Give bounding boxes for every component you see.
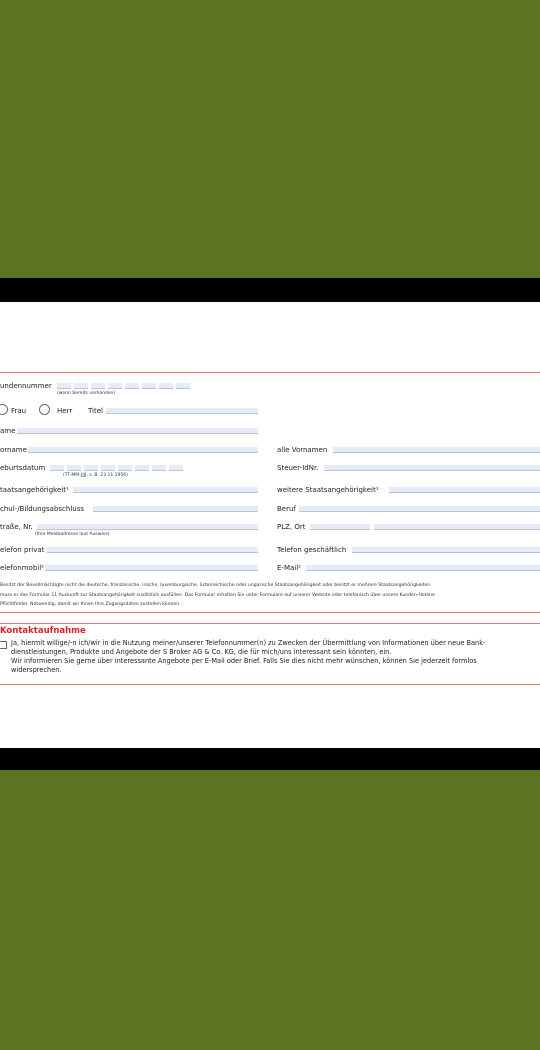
geburtsdatum-field-3[interactable]: [84, 465, 98, 471]
telefon-privat-label: elefon privat: [0, 546, 45, 554]
kundennummer-hint: (wenn bereits vorhanden): [57, 391, 116, 396]
geburtsdatum-field-8[interactable]: [169, 465, 183, 471]
geburtsdatum-label: eburtsdatum: [0, 464, 46, 472]
telefon-privat-field[interactable]: [47, 547, 258, 553]
divider-bottom: [0, 684, 540, 685]
beruf-label: Beruf: [277, 505, 296, 513]
strasse-label: traße, Nr.: [0, 523, 33, 531]
geburtsdatum-field-4[interactable]: [101, 465, 115, 471]
geburtsdatum-field-1[interactable]: [50, 465, 64, 471]
kundennummer-label: undennummer: [0, 382, 52, 390]
letterbox-bar-top: [0, 278, 540, 302]
radio-herr[interactable]: [39, 404, 50, 415]
schulabschluss-label: chul-/Bildungsabschluss: [0, 505, 84, 513]
plz-field[interactable]: [310, 524, 370, 530]
titel-label: Titel: [88, 407, 104, 415]
divider-top: [0, 372, 540, 373]
kontakt-text-line-1: Ja, hiermit willige/-n ich/wir in die Nutzung meiner/unserer Telefonnummer(n) zu Zwecken der Übermittlung von Informationen über neue Bank-: [11, 639, 486, 647]
letterbox-bar-bottom: [0, 748, 540, 770]
telefon-mobil-field[interactable]: [45, 565, 258, 571]
kontakt-text-line-3: Wir informieren Sie gerne über interessante Angebote per E-Mail oder Brief. Falls Sie dies nicht mehr wünschen, können Sie jederzeit formlos: [11, 657, 477, 665]
geburtsdatum-field-7[interactable]: [152, 465, 166, 471]
kundennummer-field-1[interactable]: [57, 383, 71, 389]
footnote-line-3: Pflichtfelder. Notwendig, damit wir Ihnen Ihre Zugangsdaten zustellen können.: [0, 602, 181, 607]
kontakt-text-line-4: widersprechen.: [11, 666, 62, 674]
radio-frau[interactable]: [0, 404, 8, 415]
kundennummer-field-6[interactable]: [142, 383, 156, 389]
geburtsdatum-field-2[interactable]: [67, 465, 81, 471]
footnote-line-2: muss er das Formular 11 Auskunft zur Staatsangehörigkeit zusätzlich ausfüllen. Das Formular erhalten Sie unter Formulare auf unserer Website oder telefonisch über unsere Kunden-Hotline: [0, 593, 435, 598]
strasse-hint: (Ihre Meldeadresse laut Ausweis): [35, 532, 110, 537]
kundennummer-field-2[interactable]: [74, 383, 88, 389]
steuer-id-label: Steuer-IdNr.: [277, 464, 319, 472]
kontakt-consent-checkbox[interactable]: [0, 641, 7, 649]
form-document: [0, 302, 540, 748]
telefon-geschaeftlich-label: Telefon geschäftlich: [277, 546, 347, 554]
alle-vornamen-field[interactable]: [333, 447, 540, 453]
name-label: ame: [0, 427, 16, 435]
kundennummer-field-8[interactable]: [176, 383, 190, 389]
name-field[interactable]: [17, 428, 258, 434]
kundennummer-field-5[interactable]: [125, 383, 139, 389]
background-top: [0, 0, 540, 278]
kontakt-text-line-2: dienstleistungen, Produkte und Angebote der S Broker AG & Co. KG, die für mich/uns interessant sein könnten, ein.: [11, 648, 392, 656]
vorname-label: orname: [0, 446, 27, 454]
schulabschluss-field[interactable]: [93, 506, 258, 512]
geburtsdatum-field-6[interactable]: [135, 465, 149, 471]
weitere-staatsangehoerigkeit-label: weitere Staatsangehörigkeit¹: [277, 486, 379, 494]
steuer-id-field[interactable]: [324, 465, 540, 471]
alle-vornamen-label: alle Vornamen: [277, 446, 328, 454]
divider-kontakt: [0, 623, 540, 624]
beruf-field[interactable]: [299, 506, 540, 512]
vorname-field[interactable]: [28, 447, 258, 453]
telefon-mobil-label: elefonmobil²: [0, 564, 44, 572]
kundennummer-field-3[interactable]: [91, 383, 105, 389]
geburtsdatum-hint: (TT-MM-JJJJ, z. B. 23 11 1956): [63, 473, 128, 478]
footnote-line-1: Besitzt der Bevollmächtigte nicht die deutsche, französische, irische, luxemburgische, österreichische oder ungarische Staatsangehörigkeit oder besitzt er mehrere Staatsangehörigkeiten: [0, 583, 431, 588]
divider-middle: [0, 612, 540, 613]
frau-label: Frau: [11, 407, 27, 415]
plz-ort-label: PLZ, Ort: [277, 523, 306, 531]
staatsangehoerigkeit-label: taatsangehörigkeit¹: [0, 486, 69, 494]
staatsangehoerigkeit-field[interactable]: [73, 487, 258, 493]
weitere-staatsangehoerigkeit-field[interactable]: [389, 487, 540, 493]
kontakt-title: Kontaktaufnahme: [0, 626, 86, 636]
ort-field[interactable]: [374, 524, 540, 530]
herr-label: Herr: [57, 407, 73, 415]
email-label: E-Mail²: [277, 564, 301, 572]
geburtsdatum-field-5[interactable]: [118, 465, 132, 471]
kundennummer-field-7[interactable]: [159, 383, 173, 389]
strasse-field[interactable]: [37, 524, 258, 530]
background-bottom: [0, 770, 540, 1050]
kundennummer-field-4[interactable]: [108, 383, 122, 389]
telefon-geschaeftlich-field[interactable]: [352, 547, 540, 553]
titel-field[interactable]: [106, 408, 258, 414]
email-field[interactable]: [306, 565, 540, 571]
